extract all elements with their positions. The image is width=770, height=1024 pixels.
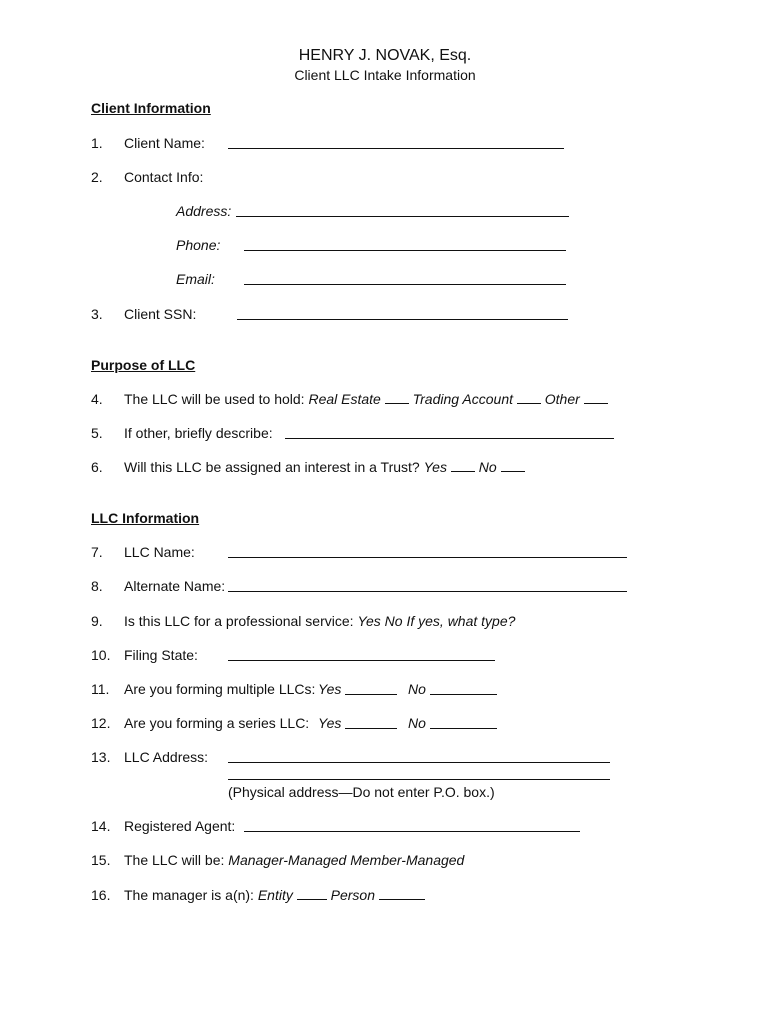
section-heading-llc-information: LLC Information: [91, 510, 200, 526]
management-type-label: The LLC will be:: [124, 852, 225, 868]
phone-field[interactable]: [244, 250, 566, 251]
series-llc-yes-blank[interactable]: [345, 728, 397, 729]
item-number: 10.: [91, 647, 111, 663]
entity-blank[interactable]: [297, 888, 327, 900]
item-number: 7.: [91, 544, 103, 560]
trust-question: [124, 459, 525, 475]
alternate-name-field[interactable]: [228, 591, 627, 592]
alternate-name-label: Alternate Name:: [124, 578, 226, 594]
option-entity: Entity: [257, 887, 293, 903]
item-number: 12.: [91, 715, 111, 731]
section-heading-client-information: Client Information: [91, 100, 211, 116]
llc-name-label: LLC Name:: [124, 544, 195, 560]
professional-service-label: Is this LLC for a professional service:: [124, 613, 354, 629]
llc-hold-label: The LLC will be used to hold:: [124, 391, 305, 407]
llc-address-label: LLC Address:: [124, 749, 209, 765]
person-blank[interactable]: [379, 888, 425, 900]
option-no: No: [478, 459, 497, 475]
page-title: HENRY J. NOVAK, Esq.: [298, 47, 472, 64]
other-blank[interactable]: [584, 392, 608, 404]
page-subtitle: Client LLC Intake Information: [294, 67, 476, 83]
series-llc-no-blank[interactable]: [430, 728, 497, 729]
item-number: 14.: [91, 818, 111, 834]
item-number: 6.: [91, 459, 103, 475]
describe-other-label: If other, briefly describe:: [124, 425, 273, 441]
item-number: 16.: [91, 887, 111, 903]
option-yes: Yes: [318, 681, 342, 697]
option-yes: Yes: [318, 715, 342, 731]
filing-state-label: Filing State:: [124, 647, 198, 663]
trust-yes-blank[interactable]: [451, 460, 475, 472]
item-number: 3.: [91, 306, 103, 322]
option-yes: Yes: [423, 459, 447, 475]
item-number: 13.: [91, 749, 111, 765]
option-person: Person: [330, 887, 375, 903]
item-number: 2.: [91, 169, 103, 185]
llc-name-field[interactable]: [228, 557, 627, 558]
describe-other-field[interactable]: [285, 438, 614, 439]
client-ssn-field[interactable]: [237, 319, 568, 320]
manager-type-label: The manager is a(n):: [124, 887, 254, 903]
email-label: Email:: [176, 271, 215, 287]
item-number: 5.: [91, 425, 103, 441]
address-field[interactable]: [236, 216, 569, 217]
client-name-field[interactable]: [228, 148, 564, 149]
filing-state-field[interactable]: [228, 660, 495, 661]
item-number: 1.: [91, 135, 103, 151]
phone-label: Phone:: [176, 237, 221, 253]
manager-type-question: [124, 887, 425, 903]
option-trading-account: Trading Account: [412, 391, 513, 407]
option-real-estate: Real Estate: [308, 391, 381, 407]
management-type-options: Manager-Managed Member-Managed: [228, 852, 465, 868]
item-number: 8.: [91, 578, 103, 594]
llc-address-field-line-1[interactable]: [228, 762, 610, 763]
registered-agent-field[interactable]: [244, 831, 580, 832]
item-number: 9.: [91, 613, 103, 629]
option-other: Other: [544, 391, 580, 407]
llc-address-field-line-2[interactable]: [228, 779, 610, 780]
series-llc-label: Are you forming a series LLC:: [124, 715, 310, 731]
option-no: No: [408, 715, 426, 731]
item-number: 4.: [91, 391, 103, 407]
llc-address-note: (Physical address—Do not enter P.O. box.): [228, 784, 495, 800]
contact-info-label: Contact Info:: [124, 169, 204, 185]
trust-label: Will this LLC be assigned an interest in a Trust?: [124, 459, 420, 475]
real-estate-blank[interactable]: [385, 392, 409, 404]
item-number: 15.: [91, 852, 111, 868]
multiple-llcs-label: Are you forming multiple LLCs:: [124, 681, 316, 697]
multiple-llcs-yes-blank[interactable]: [345, 694, 397, 695]
professional-service-options: Yes No If yes, what type?: [357, 613, 516, 629]
address-label: Address:: [176, 203, 232, 219]
item-number: 11.: [91, 681, 110, 697]
trust-no-blank[interactable]: [501, 460, 525, 472]
multiple-llcs-no-blank[interactable]: [430, 694, 497, 695]
email-field[interactable]: [244, 284, 566, 285]
section-heading-purpose-of-llc: Purpose of LLC: [91, 357, 196, 373]
professional-service-question: [124, 613, 515, 629]
management-type-question: [124, 852, 464, 868]
llc-hold-question: [124, 391, 608, 407]
client-name-label: Client Name:: [124, 135, 205, 151]
trading-account-blank[interactable]: [517, 392, 541, 404]
registered-agent-label: Registered Agent:: [124, 818, 236, 834]
option-no: No: [408, 681, 426, 697]
client-ssn-label: Client SSN:: [124, 306, 197, 322]
